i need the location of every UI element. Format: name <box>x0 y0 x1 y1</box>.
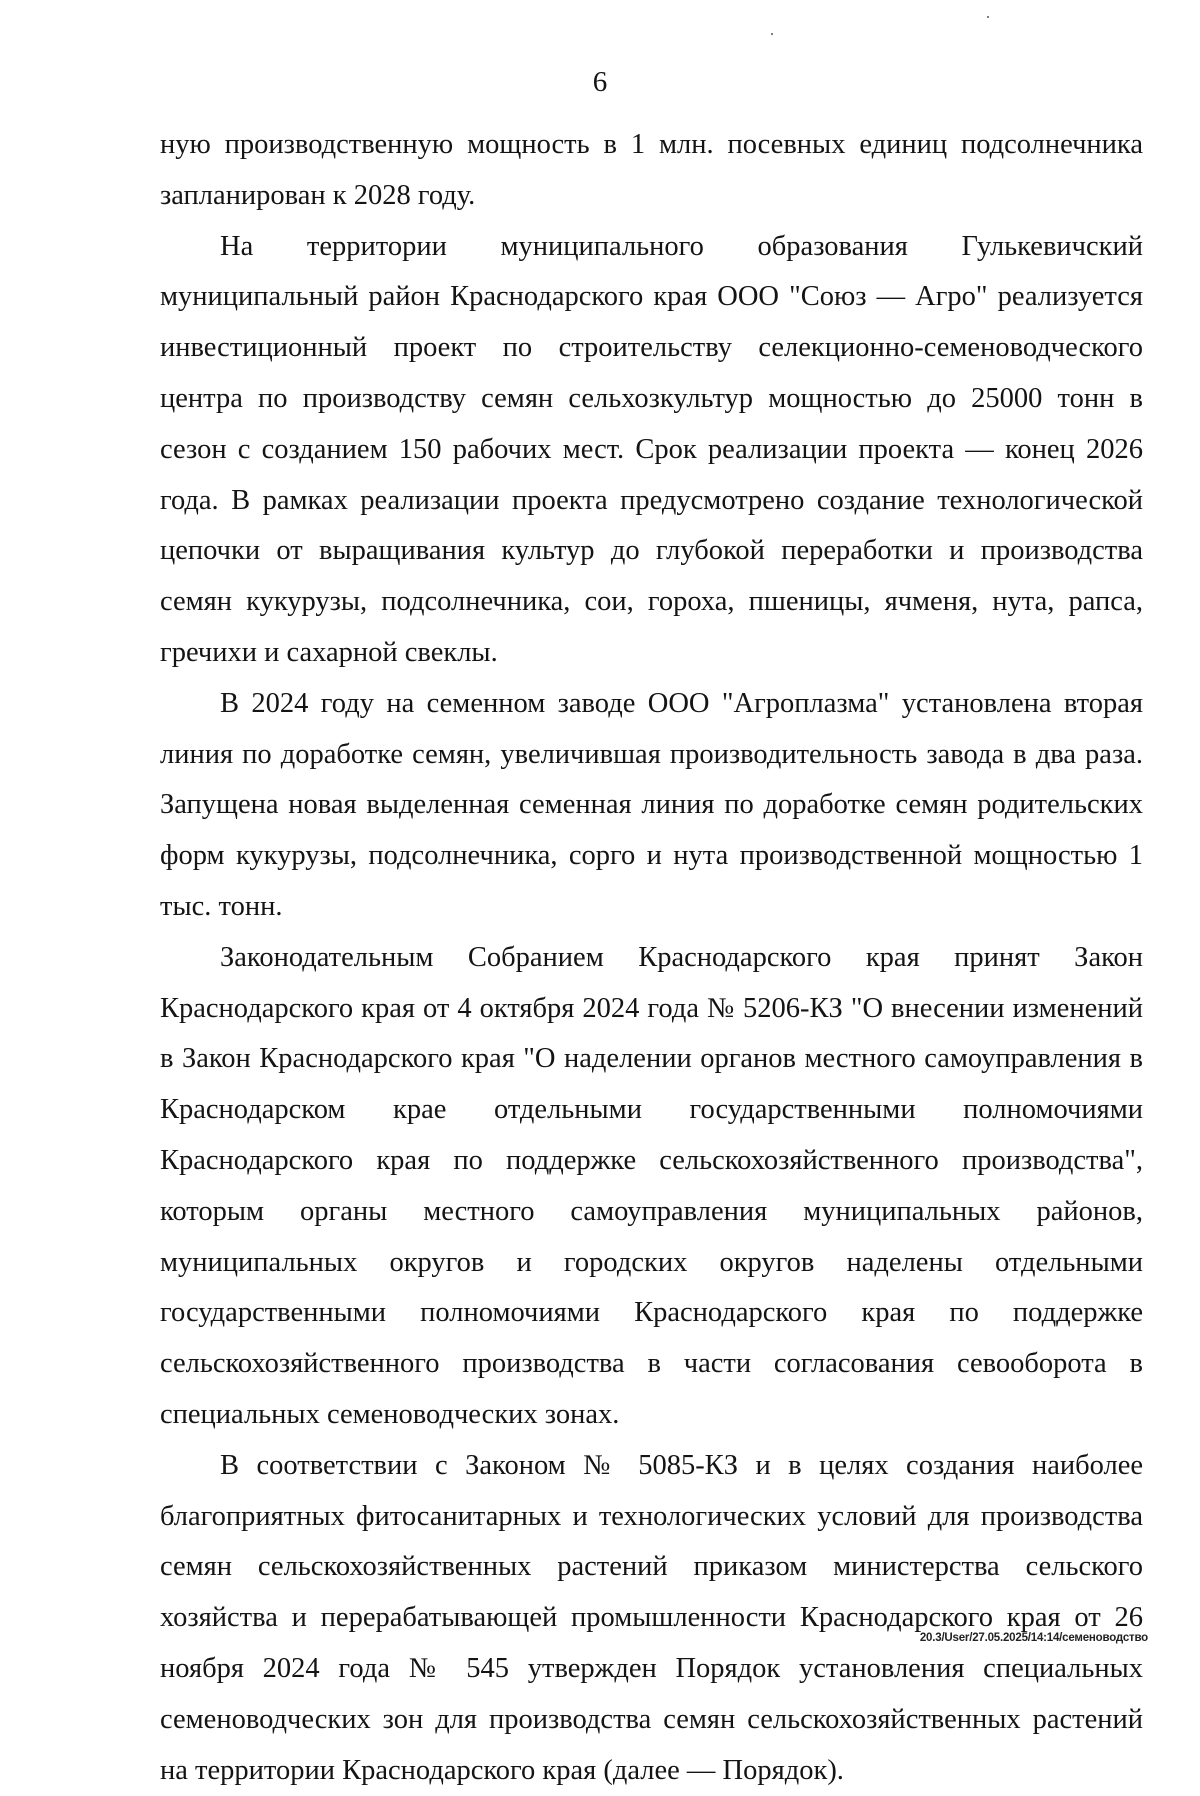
paragraph-law-5206: Законодательным Собранием Краснодарского края принят Закон Краснодарского края от 4 октября 2024 года № 5206-КЗ "О внесении изменений в Закон Краснодарского края "О наделении органов местного самоуправления в Краснодарском крае отдельными государственными полномочиями Краснодарского края по поддержке сельскохозяйственного производства", которым органы местного самоуправления муниципальных районов, муниципальных округов и городских округов наделены отдельными государственными полномочиями Краснодарского края по поддержке сельскохозяйственного производства в части согласования севооборота в специальных семеноводческих зонах. <box>160 941 1143 1430</box>
page-number: 6 <box>592 66 608 98</box>
document-body <box>160 120 1143 1796</box>
scan-speck <box>771 33 773 35</box>
paragraph-soyuz-agro: На территории муниципального образования Гулькевичский муниципальный район Краснодарского края ООО "Союз — Агро" реализуется инвестиционный проект по строительству селекционно-семеноводческого центра по производству семян сельхозкультур мощностью до 25000 тонн в сезон с созданием 150 рабочих мест. Срок реализации проекта — конец 2026 года. В рамках реализации проекта предусмотрено создание технологической цепочки от выращивания культур до глубокой переработки и производства семян кукурузы, подсолнечника, сои, гороха, пшеницы, ячменя, нута, рапса, гречихи и сахарной свеклы. <box>160 230 1143 668</box>
paragraph-agroplazma: В 2024 году на семенном заводе ООО "Агроплазма" установлена вторая линия по доработке семян, увеличившая производительность завода в два раза. Запущена новая выделенная семенная линия по доработке семян родительских форм кукурузы, подсолнечника, сорго и нута производственной мощностью 1 тыс. тонн. <box>160 687 1143 922</box>
scan-speck <box>987 16 989 18</box>
footer-file-code: 20.3/User/27.05.2025/14:14/семеноводство <box>919 1632 1148 1644</box>
paragraph-continuation: ную производственную мощность в 1 млн. посевных единиц подсолнечника запланирован к 2028 году. <box>160 129 1143 211</box>
paragraph-order-545: В соответствии с Законом № 5085-КЗ и в целях создания наиболее благоприятных фитосанитарных и технологических условий для производства семян сельскохозяйственных растений приказом министерства сельского хозяйства и перерабатывающей промышленности Краснодарского края от 26 ноября 2024 года № 545 утвержден Порядок установления специальных семеноводческих зон для производства семян сельскохозяйственных растений на территории Краснодарского края (далее — Порядок). <box>160 1449 1143 1786</box>
